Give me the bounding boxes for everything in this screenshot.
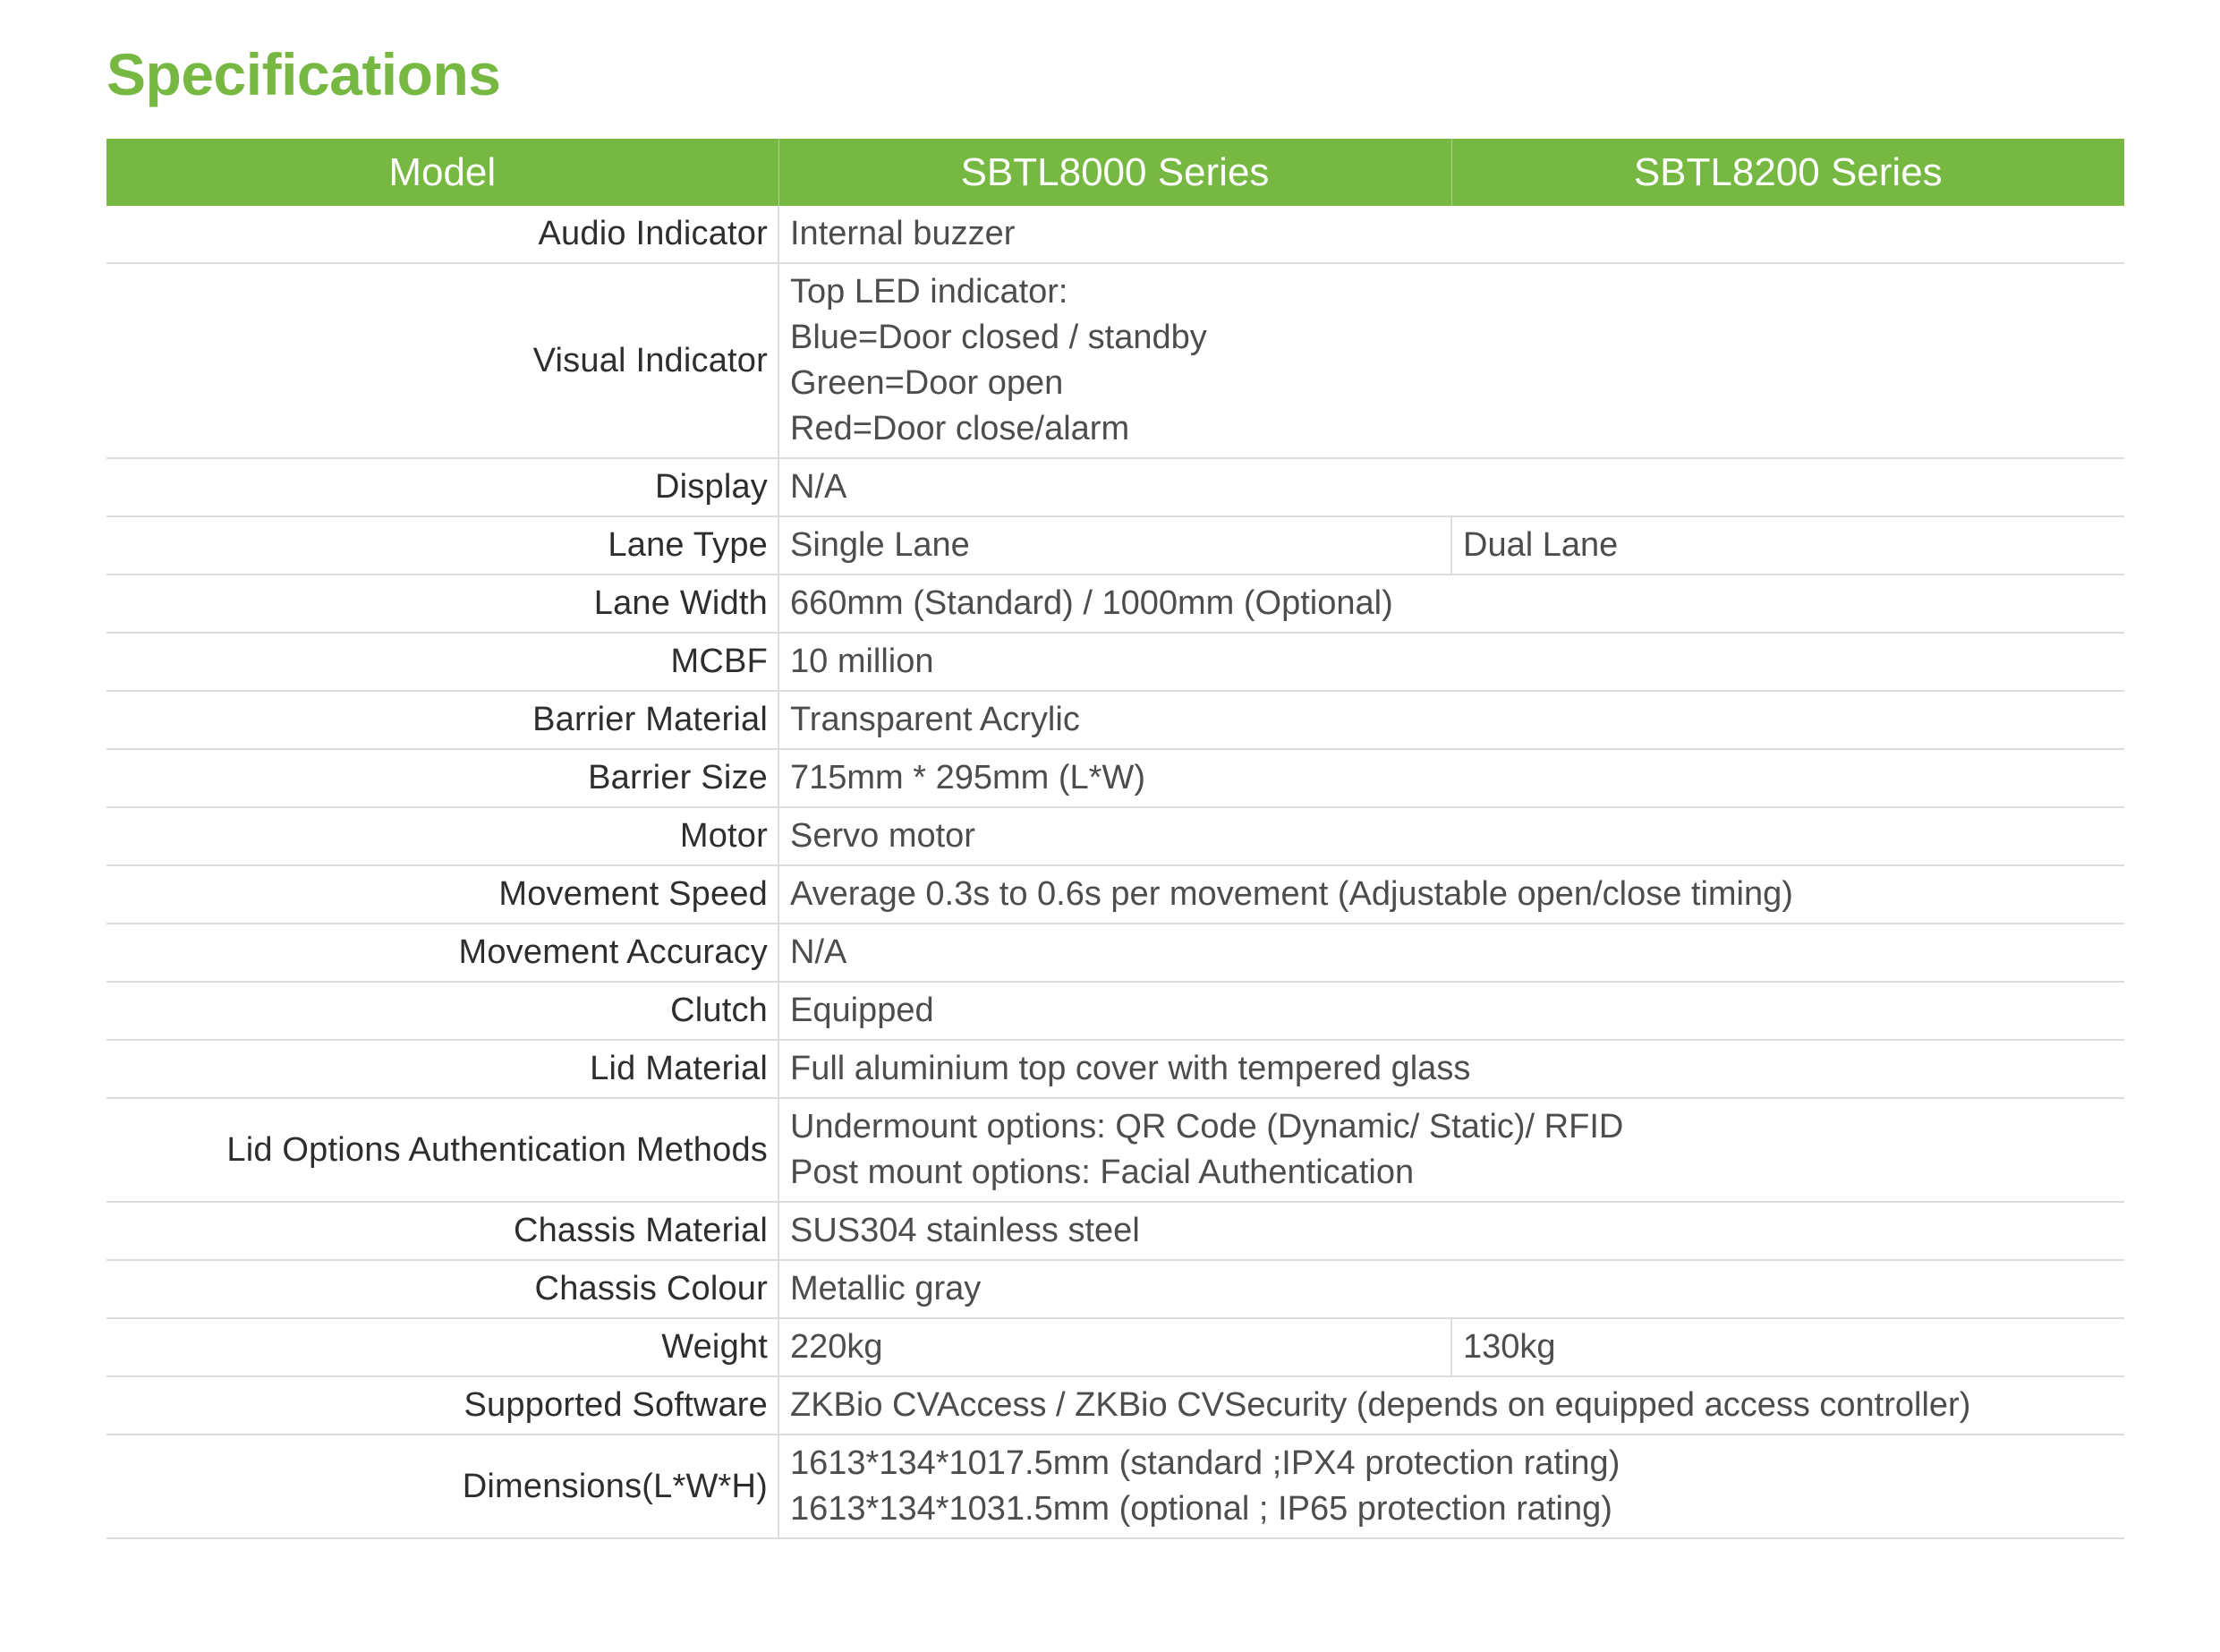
row-value: 10 million [790, 643, 934, 680]
row-visual-indicator [106, 263, 2124, 458]
row-audio-indicator [106, 206, 2124, 263]
row-value: Servo motor [790, 817, 975, 855]
row-label: Lane Type [106, 516, 778, 575]
value-line: 1613*134*1017.5mm (standard ;IPX4 protection rating) [790, 1444, 1620, 1482]
specifications-table [106, 139, 2124, 1539]
row-label: Motor [106, 807, 778, 865]
row-label: Clutch [106, 982, 778, 1040]
row-label: Movement Accuracy [106, 924, 778, 982]
value-line: Blue=Door closed / standby [790, 319, 1207, 356]
row-lid-material [106, 1040, 2124, 1098]
row-lane-width [106, 575, 2124, 633]
row-value: SUS304 stainless steel [790, 1212, 1140, 1249]
row-label: Barrier Material [106, 691, 778, 749]
row-movement-speed [106, 865, 2124, 924]
row-label: Lane Width [106, 575, 778, 633]
header-sbtl8000-series: SBTL8000 Series [778, 139, 1451, 206]
row-value [778, 1435, 2124, 1538]
value-line: 1613*134*1031.5mm (optional ; IP65 protection rating) [790, 1490, 1612, 1528]
row-supported-software [106, 1376, 2124, 1435]
row-label: Supported Software [106, 1376, 778, 1435]
row-motor [106, 807, 2124, 865]
row-barrier-material [106, 691, 2124, 749]
header-model: Model [106, 139, 778, 206]
header-sbtl8200-series: SBTL8200 Series [1451, 139, 2124, 206]
row-label: Chassis Colour [106, 1260, 778, 1318]
row-value: N/A [790, 468, 847, 506]
page-title: Specifications [106, 41, 501, 107]
row-mcbf [106, 633, 2124, 691]
row-value [778, 263, 2124, 458]
row-value: Average 0.3s to 0.6s per movement (Adjustable open/close timing) [790, 875, 1793, 913]
row-lane-type [106, 516, 2124, 575]
value-line: Red=Door close/alarm [790, 410, 1130, 447]
table-header-row [106, 139, 2124, 206]
value-line: Undermount options: QR Code (Dynamic/ Static)/ RFID [790, 1108, 1624, 1145]
row-label: Lid Material [106, 1040, 778, 1098]
row-label: Display [106, 458, 778, 516]
row-value-sbtl8200: 130kg [1463, 1328, 1556, 1366]
row-dimensions [106, 1435, 2124, 1538]
row-label: Dimensions(L*W*H) [106, 1435, 778, 1538]
row-weight [106, 1318, 2124, 1376]
row-value: Equipped [790, 992, 934, 1029]
row-clutch [106, 982, 2124, 1040]
row-chassis-material [106, 1202, 2124, 1260]
row-label: Lid Options Authentication Methods [106, 1098, 778, 1202]
row-label: Movement Speed [106, 865, 778, 924]
row-value: Metallic gray [790, 1270, 982, 1307]
row-value-sbtl8000: Single Lane [778, 516, 1451, 575]
row-value: ZKBio CVAccess / ZKBio CVSecurity (depends on equipped access controller) [790, 1386, 1971, 1424]
row-lid-options-authentication-methods [106, 1098, 2124, 1202]
row-display [106, 458, 2124, 516]
row-chassis-colour [106, 1260, 2124, 1318]
row-label: Chassis Material [106, 1202, 778, 1260]
value-line: Top LED indicator: [790, 273, 1068, 311]
row-label: MCBF [106, 633, 778, 691]
row-barrier-size [106, 749, 2124, 807]
row-value: N/A [790, 933, 847, 971]
row-label: Visual Indicator [106, 263, 778, 458]
value-line: Green=Door open [790, 364, 1064, 402]
row-value: Full aluminium top cover with tempered glass [790, 1050, 1471, 1087]
row-value-sbtl8000: 220kg [778, 1318, 1451, 1376]
row-movement-accuracy [106, 924, 2124, 982]
row-label: Weight [106, 1318, 778, 1376]
row-value [778, 1098, 2124, 1202]
row-value: Internal buzzer [790, 215, 1016, 252]
row-label: Audio Indicator [106, 206, 778, 263]
row-value: Transparent Acrylic [790, 701, 1080, 738]
row-label: Barrier Size [106, 749, 778, 807]
row-value-sbtl8200: Dual Lane [1463, 526, 1619, 564]
row-value: 660mm (Standard) / 1000mm (Optional) [790, 584, 1393, 622]
row-value: 715mm * 295mm (L*W) [790, 759, 1145, 796]
value-line: Post mount options: Facial Authentication [790, 1154, 1415, 1191]
